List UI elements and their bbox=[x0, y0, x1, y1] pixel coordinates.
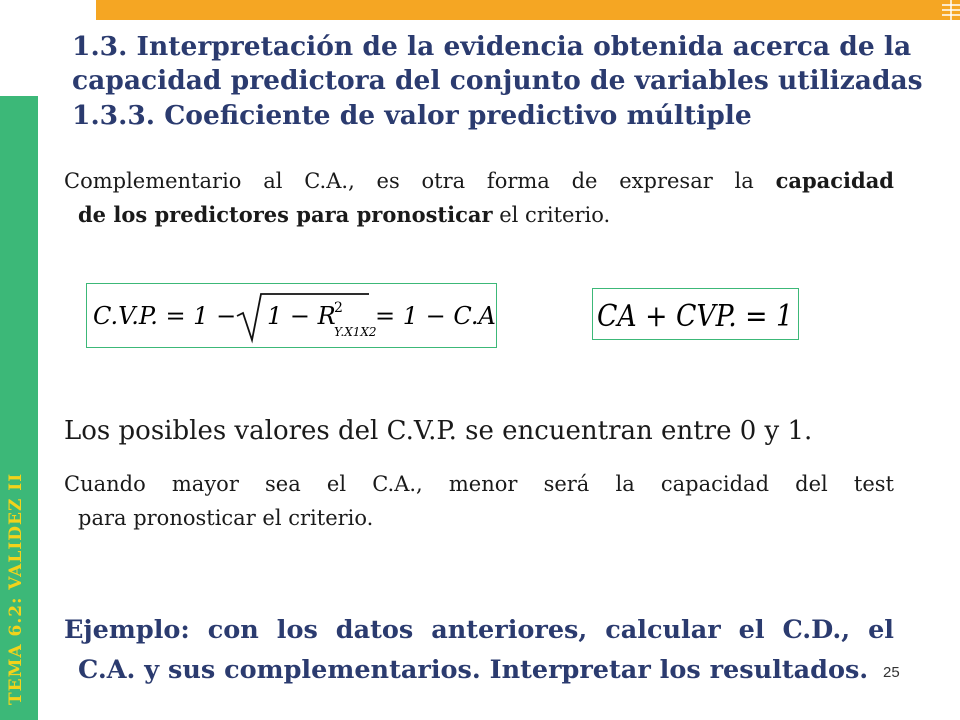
intro-text: el criterio. bbox=[492, 203, 611, 227]
cvp-subscript: Y.X1X2 bbox=[334, 325, 377, 339]
intro-bold: de los predictores para pronosticar bbox=[78, 202, 493, 227]
cvp-formula-graphic bbox=[87, 284, 496, 347]
range-statement: Los posibles valores del C.V.P. se encuentran entre 0 y 1. bbox=[64, 416, 813, 446]
cvp-rhs: = 1 − C.A. bbox=[375, 302, 496, 330]
cvp-formula bbox=[86, 283, 497, 348]
title-line: 1.3. Interpretación de la evidencia obtenida acerca de la bbox=[72, 31, 912, 62]
note-paragraph bbox=[64, 467, 894, 535]
cvp-superscript: 2 bbox=[334, 300, 343, 316]
title-line: 1.3.3. Coeficiente de valor predictivo múltiple bbox=[72, 99, 752, 131]
page-number: 25 bbox=[883, 664, 900, 681]
sum-formula-text: CA + CVP. = 1 bbox=[597, 299, 793, 334]
title-line: capacidad predictora del conjunto de variables utilizadas bbox=[72, 65, 923, 97]
example-line: Ejemplo: con los datos anteriores, calcular el C.D., el bbox=[64, 615, 894, 645]
cvp-lhs: C.V.P. = 1 − bbox=[93, 302, 237, 330]
sum-formula-graphic bbox=[593, 289, 798, 339]
corner-grid-decoration bbox=[942, 0, 960, 20]
sum-formula bbox=[592, 288, 799, 340]
intro-bold: capacidad bbox=[775, 168, 894, 193]
cvp-radicand: 1 − R bbox=[267, 302, 336, 330]
slide-title bbox=[72, 30, 923, 133]
example-paragraph bbox=[64, 610, 894, 690]
side-topic-label: TEMA 6.2: VALIDEZ II bbox=[6, 472, 26, 705]
note-line: para pronosticar el criterio. bbox=[78, 506, 374, 530]
note-line: Cuando mayor sea el C.A., menor será la capacidad del test bbox=[64, 472, 894, 496]
example-line: C.A. y sus complementarios. Interpretar los resultados. bbox=[78, 655, 869, 685]
top-accent-bar bbox=[96, 0, 960, 20]
intro-text: Complementario al C.A., es otra forma de expresar la bbox=[64, 169, 776, 193]
intro-paragraph bbox=[64, 164, 894, 232]
